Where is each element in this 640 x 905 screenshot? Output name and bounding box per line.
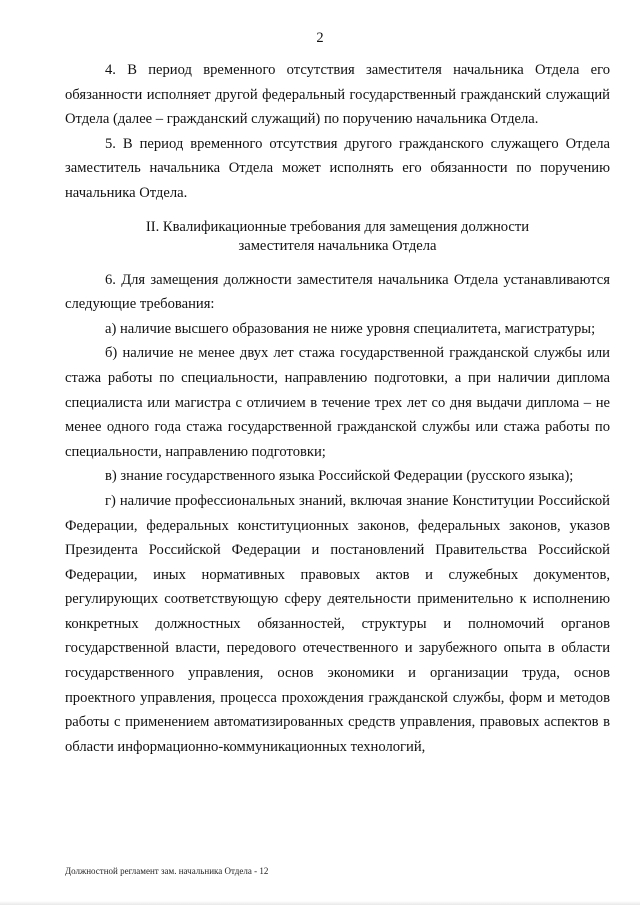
page-number: 2	[316, 30, 324, 46]
paragraph-4: 4. В период временного отсутствия заместителя начальника Отдела его обязанности исполняет другой федеральный государственный гражданский служащий Отдела (далее – гражданский служащий) по поручению начальника Отдела.	[65, 62, 610, 128]
paragraph-5: 5. В период временного отсутствия другого гражданского служащего Отдела заместитель начальника Отдела может исполнять его обязанности по поручению начальника Отдела.	[65, 135, 610, 201]
paragraph-6a: а) наличие высшего образования не ниже уровня специалитета, магистратуры;	[105, 320, 596, 337]
document-body	[65, 58, 610, 759]
paragraph-6: 6. Для замещения должности заместителя начальника Отдела устанавливаются следующие требования:	[65, 271, 610, 313]
section-heading-line-2: заместителя начальника Отдела	[238, 237, 437, 254]
scan-edge	[0, 901, 640, 905]
paragraph-6b: б) наличие не менее двух лет стажа государственной гражданской службы или стажа работы по специальности, направлению подготовки, а при наличии диплома специалиста или магистра с отличием в течение трех лет со дня выдачи диплома – не менее одного года стажа государственной гражданской службы или стажа работы по специальности, направлению подготовки;	[65, 345, 610, 460]
section-heading	[65, 218, 610, 256]
paragraph-6g: г) наличие профессиональных знаний, включая знание Конституции Российской Федерации, федеральных конституционных законов, федеральных законов, указов Президента Российской Федерации и постановлений Правительства Российской Федерации, иных нормативных правовых актов и служебных документов, регулирующих соответствующую сферу деятельности применительно к исполнению конкретных должностных обязанностей, структуры и полномочий органов государственной власти, передового отечественного и зарубежного опыта в области государственного управления, основ экономики и организации труда, основ проектного управления, процесса прохождения гражданской службы, форм и методов работы с применением автоматизированных средств управления, правовых аспектов в области информационно-коммуникационных технологий,	[65, 492, 610, 755]
paragraph-6v: в) знание государственного языка Российской Федерации (русского языка);	[105, 468, 574, 485]
document-footer: Должностной регламент зам. начальника Отдела - 12	[65, 866, 269, 876]
section-heading-line-1: II. Квалификационные требования для замещения должности	[145, 218, 530, 235]
